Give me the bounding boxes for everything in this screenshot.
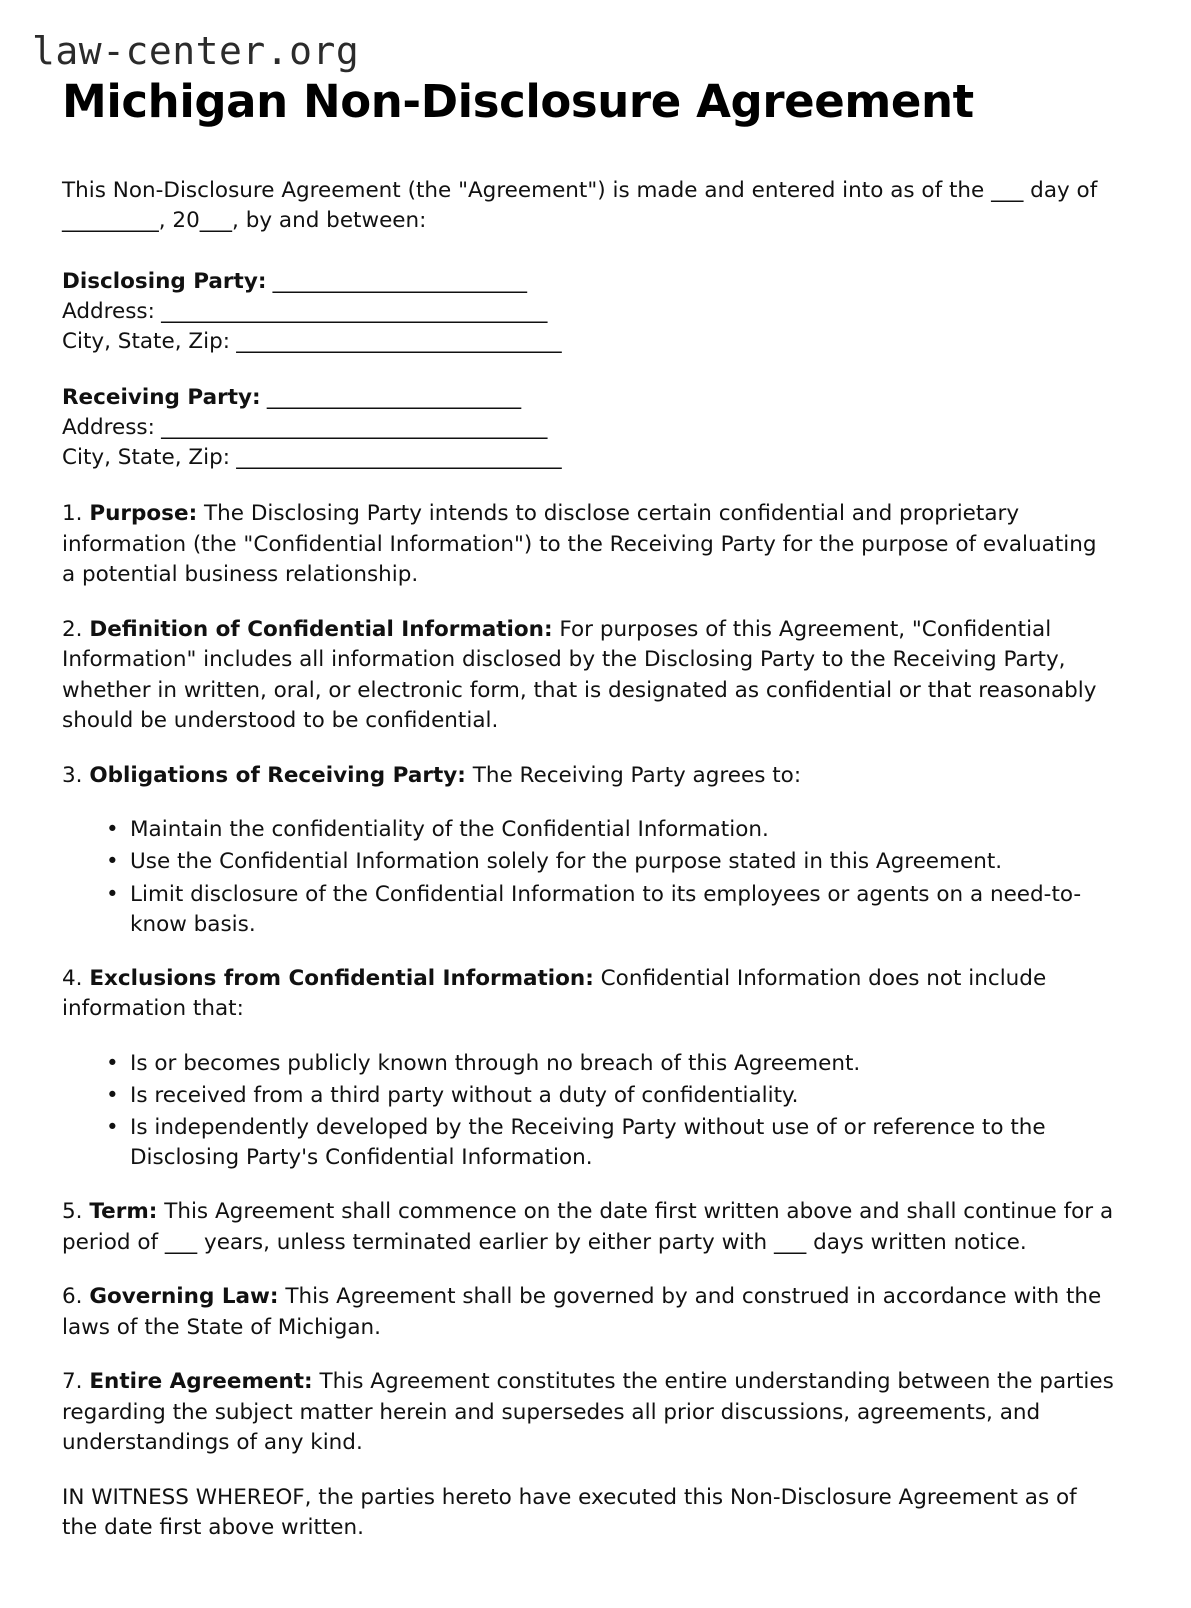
section-6 [62,1282,1116,1343]
party-block-disclosing [62,267,1116,357]
section-5 [62,1197,1116,1258]
section-7-heading: Entire Agreement: [89,1369,313,1395]
disclosing-party-line [62,267,1116,297]
intro-paragraph: This Non-Disclosure Agreement (the "Agreement") is made and entered into as of the ___ day of _________, 20___, by and between: [62,177,1098,234]
disclosing-address-blank[interactable]: ______________________________________ [154,298,547,324]
section-4 [62,964,1116,1025]
receiving-address-label: Address: [62,415,155,441]
receiving-address-line [62,413,1116,443]
list-item: • Is or becomes publicly known through no breach of this Agreement. [130,1049,1116,1079]
section-1-body: The Disclosing Party intends to disclose certain confidential and proprietary information (the "Confidential Information") to the Receiving Party for the purpose of evaluating a potential business relationship. [62,501,1097,588]
section-3 [62,761,1116,792]
disclosing-party-label: Disclosing Party: [62,268,267,294]
section-1-heading: Purpose: [89,501,198,527]
section-2-body: For purposes of this Agreement, "Confidential Information" includes all information disclosed by the Disclosing Party to the Receiving Party, whether in written, oral, or electronic form, that is designated as confidential or that reasonably should be understood to be confidential. [62,616,1097,734]
section-6-heading: Governing Law: [89,1284,279,1310]
section-6-number: 6. [62,1284,90,1310]
disclosing-city-blank[interactable]: ________________________________ [229,328,562,354]
document-body [62,176,1136,1544]
section-4-bullets [62,1049,1116,1173]
receiving-city-label: City, State, Zip: [62,445,230,471]
section-3-number: 3. [62,762,90,788]
receiving-city-blank[interactable]: ________________________________ [229,445,562,471]
receiving-address-blank[interactable]: ______________________________________ [154,415,547,441]
disclosing-party-blank[interactable]: _________________________ [266,268,527,294]
site-brand: law-center.org [32,29,360,73]
section-7 [62,1367,1116,1459]
section-5-body: This Agreement shall commence on the date first written above and shall continue for a period of ___ years, unless terminated earlier by either party with ___ days written notice. [62,1199,1114,1255]
receiving-party-line [62,383,1116,413]
list-item: • Is received from a third party without a duty of confidentiality. [130,1081,1116,1111]
section-6-body: This Agreement shall be governed by and construed in accordance with the laws of the State of Michigan. [62,1284,1102,1340]
section-3-heading: Obligations of Receiving Party: [89,762,466,788]
section-7-number: 7. [62,1369,90,1395]
list-item: • Use the Confidential Information solely for the purpose stated in this Agreement. [130,847,1116,877]
receiving-city-line [62,443,1116,473]
list-item: • Maintain the confidentiality of the Confidential Information. [130,815,1116,845]
disclosing-city-label: City, State, Zip: [62,328,230,354]
section-4-number: 4. [62,965,90,991]
section-7-body: This Agreement constitutes the entire understanding between the parties regarding the subject matter herein and supersedes all prior discussions, agreements, and understandings of any kind. [62,1369,1114,1456]
party-block-receiving [62,383,1116,473]
disclosing-city-line [62,327,1116,357]
witness-clause: IN WITNESS WHEREOF, the parties hereto have executed this Non-Disclosure Agreement as of the date first above written. [62,1484,1077,1541]
disclosing-address-line [62,297,1116,327]
section-3-bullets [62,815,1116,939]
section-1-number: 1. [62,501,90,527]
section-4-heading: Exclusions from Confidential Information: [89,965,594,991]
list-item: • Is independently developed by the Receiving Party without use of or reference to the Disclosing Party's Confidential Information. [130,1113,1116,1173]
section-2 [62,615,1116,737]
section-5-heading: Term: [89,1199,158,1225]
section-5-number: 5. [62,1199,90,1225]
list-item: • Limit disclosure of the Confidential Information to its employees or agents on a need-to-know basis. [130,880,1116,940]
section-3-body: The Receiving Party agrees to: [465,762,802,788]
receiving-party-blank[interactable]: _________________________ [260,384,521,410]
disclosing-address-label: Address: [62,298,155,324]
section-2-heading: Definition of Confidential Information: [89,616,553,642]
receiving-party-label: Receiving Party: [62,384,261,410]
section-4-body: Confidential Information does not include information that: [62,965,1047,1022]
section-1 [62,499,1116,591]
page-title: Michigan Non-Disclosure Agreement [62,74,974,128]
section-2-number: 2. [62,616,90,642]
